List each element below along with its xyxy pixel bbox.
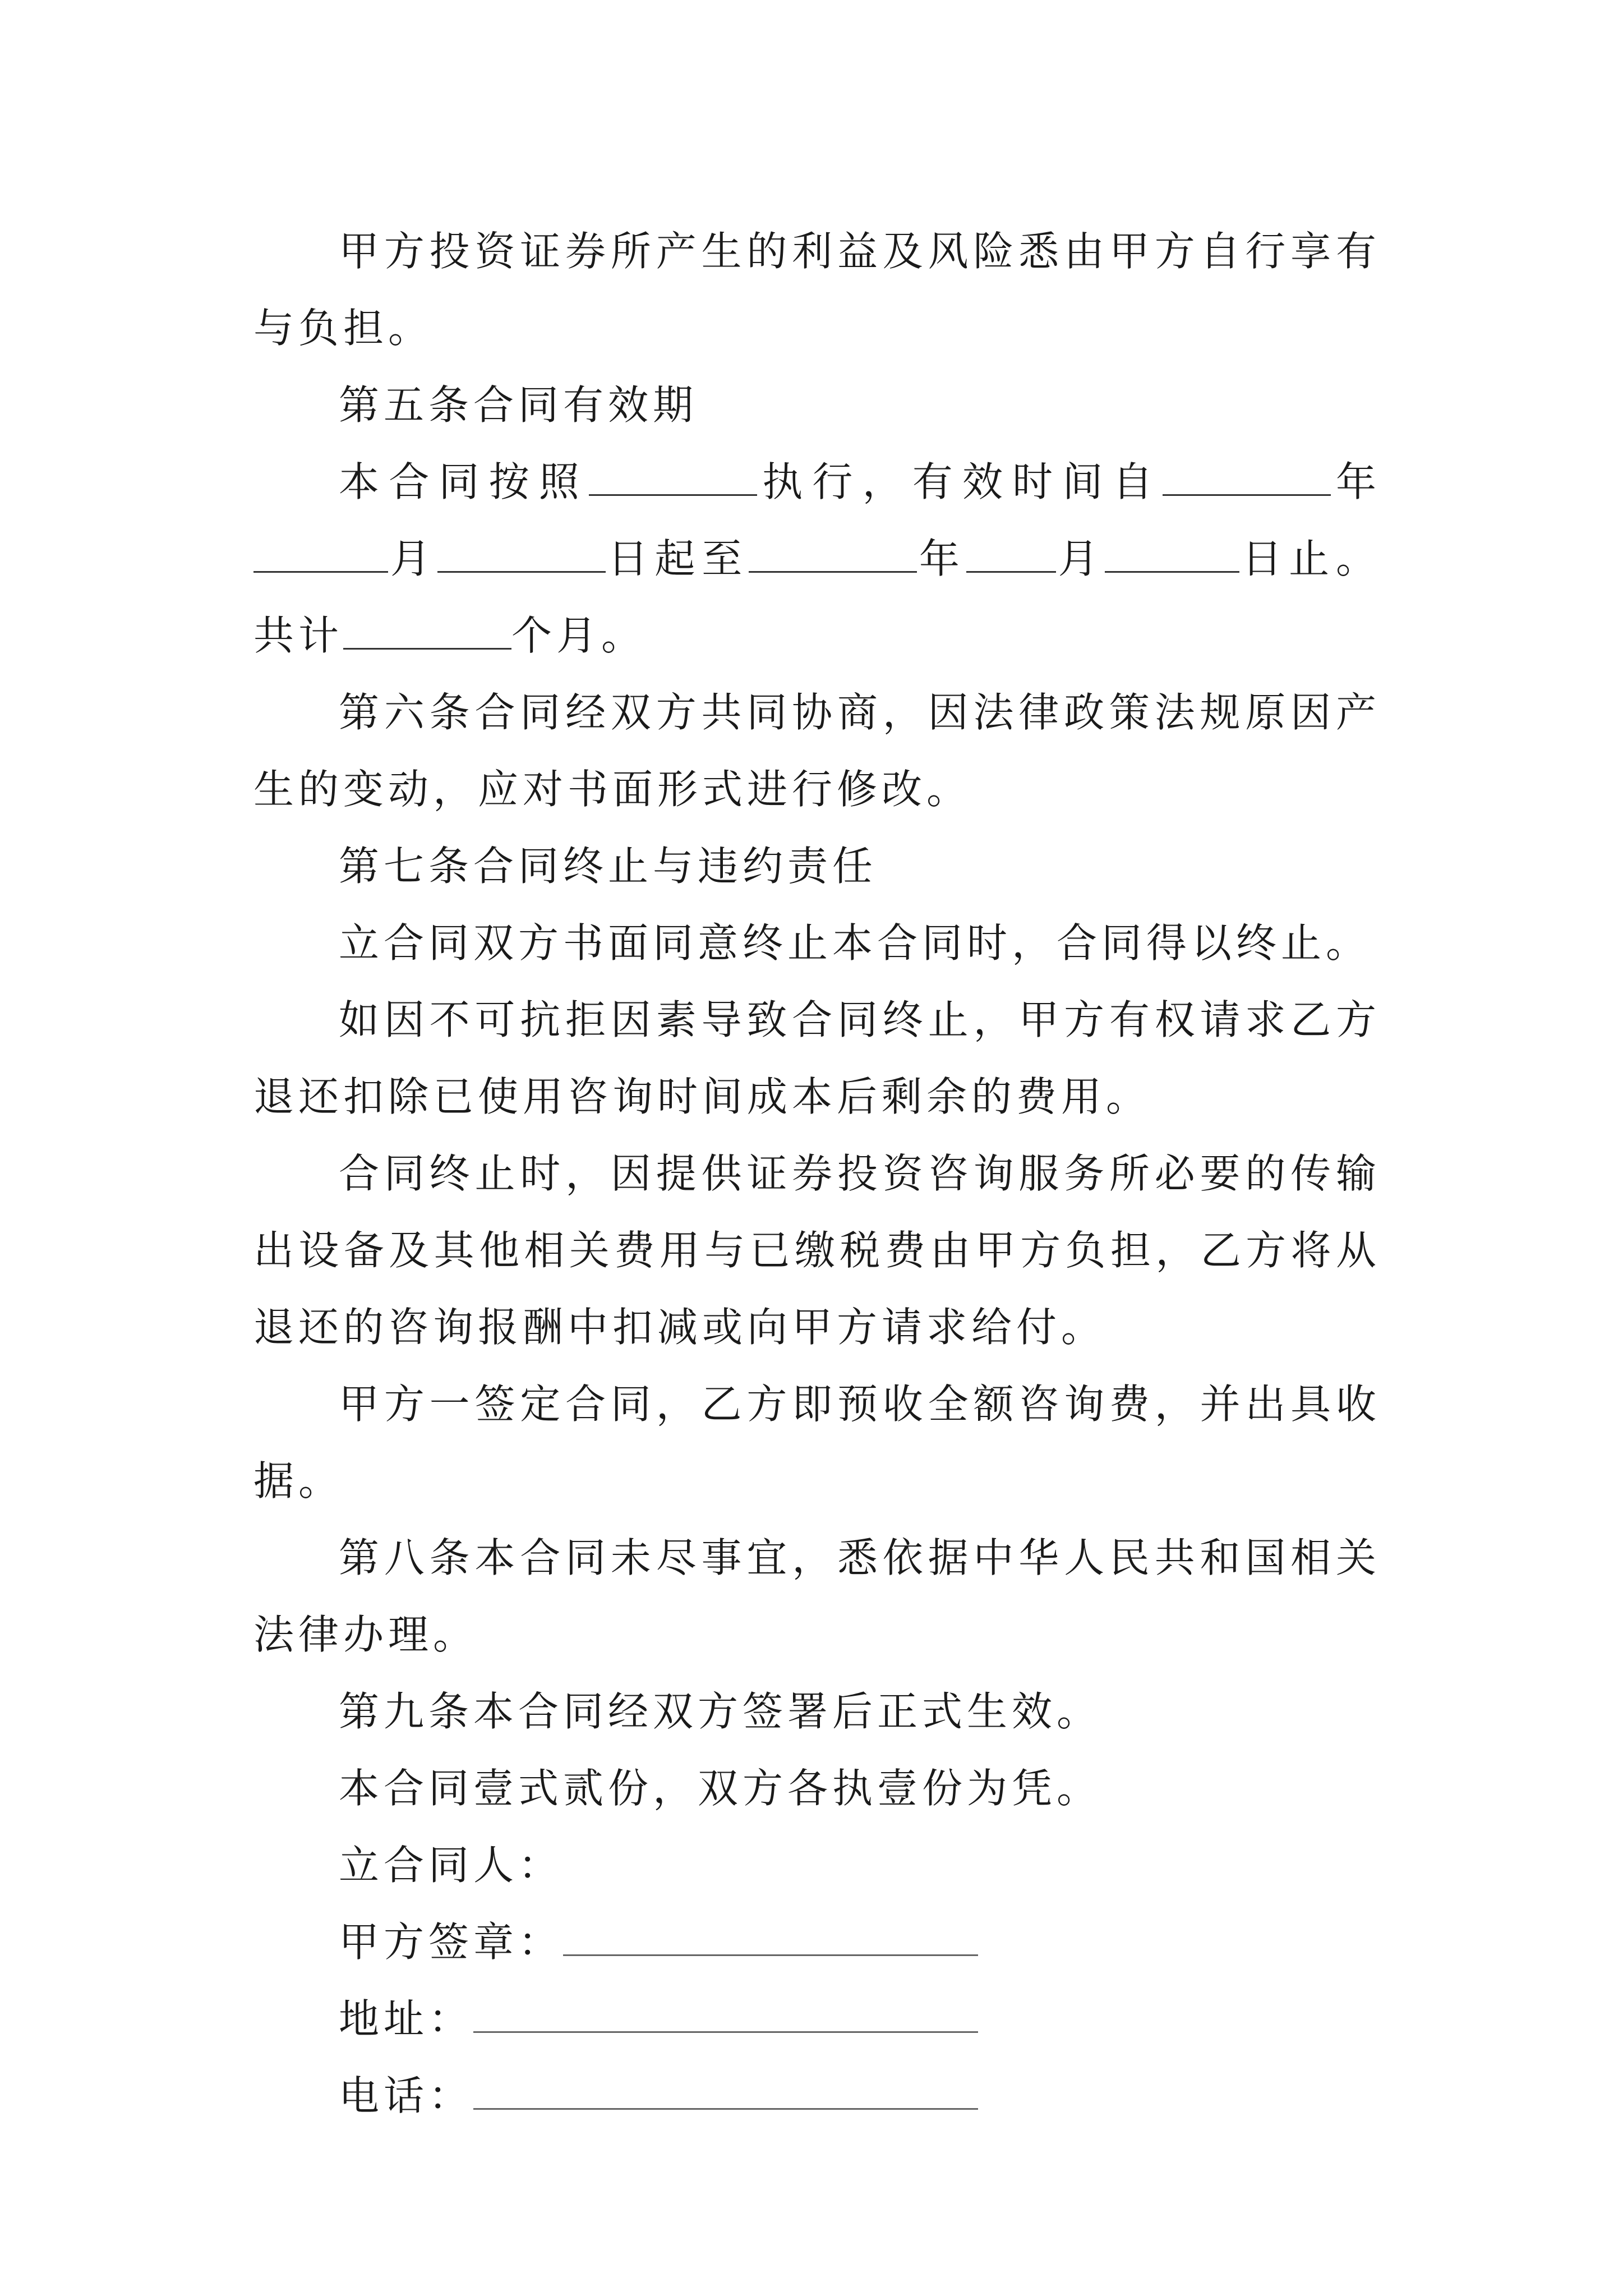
party-a-signature-row — [253, 1904, 1381, 1981]
term-text-2: 执行，有效时间自 — [757, 458, 1163, 505]
prepayment-clause: 甲方一签定合同，乙方即预收全额咨询费，并出具收据。 — [253, 1381, 1381, 1504]
termination-force-majeure: 如因不可抗拒因素导致合同终止，甲方有权请求乙方退还扣除已使用咨询时间成本后剩余的费用。 — [253, 996, 1381, 1120]
blank-start-month[interactable] — [253, 536, 388, 573]
address-label: 地址： — [339, 1995, 474, 2042]
blank-end-day[interactable] — [1105, 536, 1239, 573]
article-9: 第九条本合同经双方签署后正式生效。 — [339, 1688, 1102, 1735]
term-text-8: 日止。共计 — [253, 535, 1381, 659]
phone-field[interactable] — [473, 2073, 978, 2110]
blank-end-month[interactable] — [966, 536, 1056, 573]
article-6: 第六条合同经双方共同协商，因法律政策法规原因产生的变动，应对书面形式进行修改。 — [253, 689, 1381, 813]
blank-months[interactable] — [343, 613, 511, 650]
article-8: 第八条本合同未尽事宜，悉依据中华人民共和国相关法律办理。 — [253, 1534, 1381, 1658]
termination-costs: 合同终止时，因提供证券投资咨询服务所必要的传输出设备及其他相关费用与已缴税费由甲方负担，乙方将从退还的咨询报酬中扣减或向甲方请求给付。 — [253, 1150, 1381, 1351]
term-text-7: 月 — [1055, 535, 1105, 582]
phone-label: 电话： — [339, 2072, 474, 2119]
term-text-4: 月 — [388, 535, 437, 582]
blank-start-day[interactable] — [437, 536, 606, 573]
term-text-5: 日起至 — [605, 535, 749, 582]
document-page — [253, 213, 1381, 2134]
term-text-3: 年 — [1330, 458, 1381, 505]
blank-start-year[interactable] — [1163, 459, 1331, 496]
phone-row — [253, 2058, 1381, 2134]
paragraph-investment-risk: 甲方投资证券所产生的利益及风险悉由甲方自行享有与负担。 — [253, 228, 1381, 352]
term-clause — [253, 444, 1381, 674]
copies-clause: 本合同壹式贰份，双方各执壹份为凭。 — [339, 1765, 1102, 1812]
address-row — [253, 1981, 1381, 2058]
term-text-6: 年 — [917, 535, 966, 582]
term-text-1: 本合同按照 — [339, 458, 589, 505]
article-5-heading: 第五条合同有效期 — [339, 381, 698, 429]
term-text-9: 个月。 — [511, 612, 647, 659]
article-7-heading: 第七条合同终止与违约责任 — [339, 843, 878, 890]
signature-heading: 立合同人： — [339, 1842, 564, 1889]
blank-basis[interactable] — [589, 459, 757, 496]
party-a-signature-field[interactable] — [563, 1920, 978, 1956]
party-a-label: 甲方签章： — [339, 1918, 564, 1966]
blank-end-year[interactable] — [749, 536, 917, 573]
address-field[interactable] — [473, 1996, 978, 2033]
termination-mutual: 立合同双方书面同意终止本合同时，合同得以终止。 — [339, 919, 1371, 967]
